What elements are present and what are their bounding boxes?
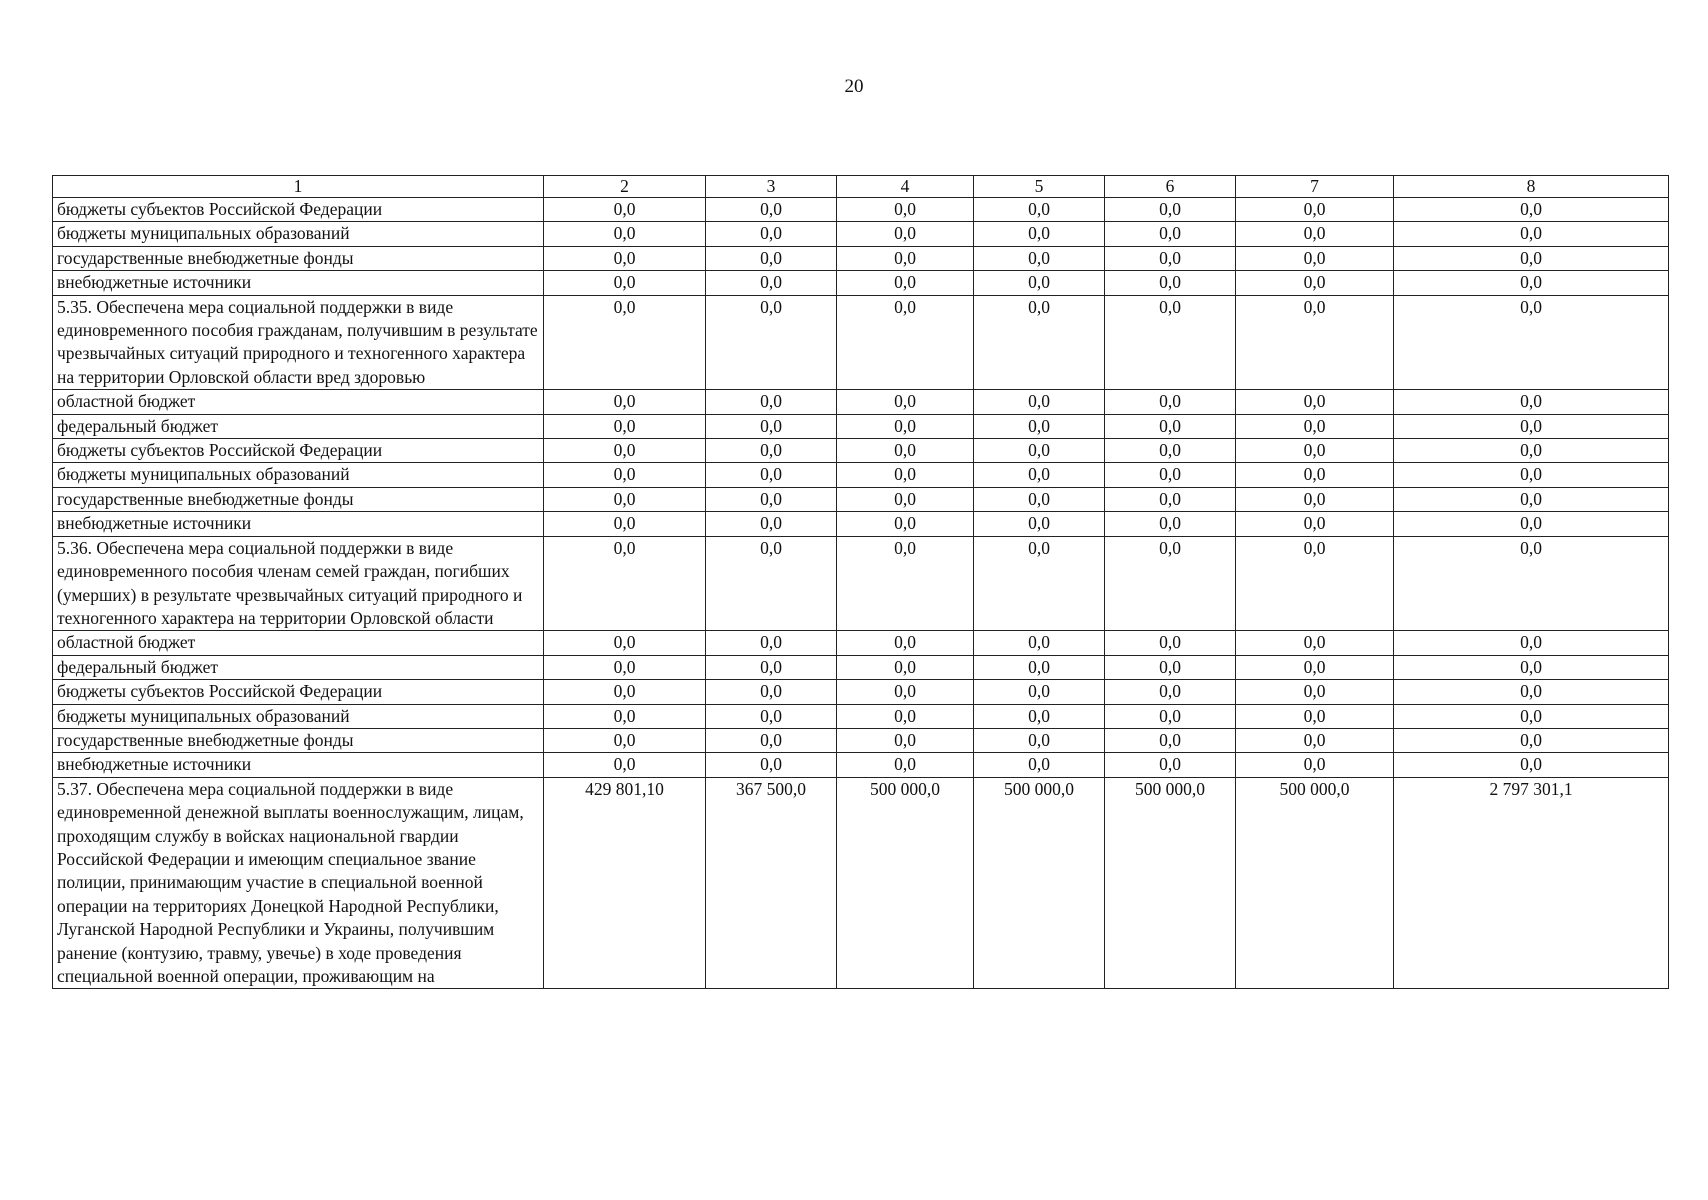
value-cell: 0,0	[837, 728, 974, 752]
value-cell: 0,0	[974, 680, 1105, 704]
value-cell: 0,0	[1394, 631, 1669, 655]
value-cell: 0,0	[837, 512, 974, 536]
table-row-subrow	[53, 414, 1669, 438]
value-cell: 0,0	[974, 271, 1105, 295]
column-header: 3	[706, 176, 837, 198]
value-cell: 0,0	[1394, 512, 1669, 536]
value-cell: 0,0	[974, 728, 1105, 752]
value-cell: 0,0	[706, 753, 837, 777]
table-row-item	[53, 536, 1669, 631]
value-cell: 0,0	[1105, 414, 1236, 438]
value-cell: 0,0	[837, 414, 974, 438]
value-cell: 0,0	[1394, 295, 1669, 390]
row-label: бюджеты субъектов Российской Федерации	[53, 680, 544, 704]
value-cell: 0,0	[1105, 704, 1236, 728]
value-cell: 0,0	[837, 246, 974, 270]
column-header: 1	[53, 176, 544, 198]
value-cell: 0,0	[974, 222, 1105, 246]
table-row-subrow	[53, 246, 1669, 270]
value-cell: 0,0	[706, 463, 837, 487]
value-cell: 0,0	[974, 414, 1105, 438]
value-cell: 0,0	[706, 295, 837, 390]
value-cell: 0,0	[1105, 439, 1236, 463]
row-label: государственные внебюджетные фонды	[53, 728, 544, 752]
value-cell: 0,0	[1105, 222, 1236, 246]
value-cell: 0,0	[837, 655, 974, 679]
value-cell: 500 000,0	[1105, 777, 1236, 989]
value-cell: 0,0	[1236, 463, 1394, 487]
value-cell: 0,0	[1236, 655, 1394, 679]
row-label: внебюджетные источники	[53, 512, 544, 536]
value-cell: 0,0	[1394, 728, 1669, 752]
value-cell: 0,0	[1105, 631, 1236, 655]
value-cell: 0,0	[1236, 439, 1394, 463]
value-cell: 0,0	[544, 704, 706, 728]
column-header: 4	[837, 176, 974, 198]
row-label: федеральный бюджет	[53, 414, 544, 438]
table-row-subrow	[53, 271, 1669, 295]
value-cell: 0,0	[544, 439, 706, 463]
value-cell: 0,0	[974, 439, 1105, 463]
value-cell: 0,0	[974, 295, 1105, 390]
table-row-subrow	[53, 463, 1669, 487]
value-cell: 0,0	[706, 655, 837, 679]
column-header: 7	[1236, 176, 1394, 198]
row-label: бюджеты муниципальных образований	[53, 222, 544, 246]
value-cell: 367 500,0	[706, 777, 837, 989]
value-cell: 0,0	[1236, 246, 1394, 270]
value-cell: 0,0	[1236, 222, 1394, 246]
value-cell: 0,0	[837, 439, 974, 463]
row-label: областной бюджет	[53, 390, 544, 414]
table-row-subrow	[53, 390, 1669, 414]
value-cell: 0,0	[1236, 271, 1394, 295]
table-row-subrow	[53, 487, 1669, 511]
value-cell: 0,0	[1394, 655, 1669, 679]
value-cell: 0,0	[706, 704, 837, 728]
table-body	[53, 176, 1669, 989]
row-label: 5.35. Обеспечена мера социальной поддержки в виде единовременного пособия гражданам, получившим в результате чрезвычайных ситуаций природного и техногенного характера на территории Орловской области вред здоровью	[53, 295, 544, 390]
value-cell: 0,0	[1236, 295, 1394, 390]
value-cell: 0,0	[1105, 271, 1236, 295]
value-cell: 0,0	[706, 512, 837, 536]
value-cell: 0,0	[1236, 728, 1394, 752]
value-cell: 0,0	[1394, 414, 1669, 438]
value-cell: 0,0	[1236, 414, 1394, 438]
value-cell: 0,0	[1394, 198, 1669, 222]
budget-table	[52, 175, 1669, 989]
table-row-subrow	[53, 753, 1669, 777]
value-cell: 0,0	[1105, 487, 1236, 511]
value-cell: 0,0	[544, 246, 706, 270]
value-cell: 0,0	[706, 631, 837, 655]
value-cell: 0,0	[837, 390, 974, 414]
value-cell: 0,0	[1394, 704, 1669, 728]
value-cell: 0,0	[1236, 631, 1394, 655]
value-cell: 0,0	[1394, 390, 1669, 414]
table-row-subrow	[53, 631, 1669, 655]
value-cell: 0,0	[1394, 536, 1669, 631]
value-cell: 0,0	[837, 536, 974, 631]
row-label: бюджеты субъектов Российской Федерации	[53, 198, 544, 222]
value-cell: 0,0	[544, 512, 706, 536]
row-label: внебюджетные источники	[53, 753, 544, 777]
value-cell: 0,0	[706, 414, 837, 438]
value-cell: 0,0	[837, 631, 974, 655]
value-cell: 0,0	[544, 728, 706, 752]
value-cell: 0,0	[1105, 512, 1236, 536]
value-cell: 0,0	[1394, 680, 1669, 704]
column-header: 8	[1394, 176, 1669, 198]
value-cell: 0,0	[544, 295, 706, 390]
value-cell: 0,0	[1105, 680, 1236, 704]
value-cell: 500 000,0	[1236, 777, 1394, 989]
value-cell: 0,0	[544, 680, 706, 704]
row-label: 5.37. Обеспечена мера социальной поддержки в виде единовременной денежной выплаты военнослужащим, лицам, проходящим службу в войсках национальной гвардии Российской Федерации и имеющим специальное звание полиции, принимающим участие в специальной военной операции на территориях Донецкой Народной Республики, Луганской Народной Республики и Украины, получившим ранение (контузию, травму, увечье) в ходе проведения специальной военной операции, проживающим на	[53, 777, 544, 989]
value-cell: 0,0	[1394, 487, 1669, 511]
row-label: федеральный бюджет	[53, 655, 544, 679]
value-cell: 0,0	[1394, 463, 1669, 487]
value-cell: 0,0	[706, 728, 837, 752]
value-cell: 0,0	[1236, 487, 1394, 511]
value-cell: 0,0	[706, 680, 837, 704]
value-cell: 0,0	[1394, 246, 1669, 270]
value-cell: 0,0	[706, 271, 837, 295]
value-cell: 0,0	[974, 753, 1105, 777]
row-label: государственные внебюджетные фонды	[53, 246, 544, 270]
value-cell: 0,0	[837, 463, 974, 487]
value-cell: 0,0	[1105, 198, 1236, 222]
page-number: 20	[844, 76, 864, 97]
value-cell: 0,0	[1236, 753, 1394, 777]
column-header: 5	[974, 176, 1105, 198]
value-cell: 429 801,10	[544, 777, 706, 989]
value-cell: 0,0	[1236, 512, 1394, 536]
value-cell: 2 797 301,1	[1394, 777, 1669, 989]
row-label: бюджеты муниципальных образований	[53, 463, 544, 487]
value-cell: 0,0	[1105, 463, 1236, 487]
value-cell: 0,0	[706, 246, 837, 270]
row-label: областной бюджет	[53, 631, 544, 655]
value-cell: 0,0	[837, 222, 974, 246]
value-cell: 0,0	[1394, 439, 1669, 463]
value-cell: 0,0	[837, 680, 974, 704]
value-cell: 0,0	[837, 295, 974, 390]
column-header-row	[53, 176, 1669, 198]
value-cell: 0,0	[544, 655, 706, 679]
row-label: внебюджетные источники	[53, 271, 544, 295]
value-cell: 0,0	[974, 655, 1105, 679]
value-cell: 0,0	[544, 631, 706, 655]
table-row-subrow	[53, 512, 1669, 536]
value-cell: 0,0	[1105, 390, 1236, 414]
value-cell: 0,0	[1236, 390, 1394, 414]
value-cell: 0,0	[1105, 753, 1236, 777]
value-cell: 0,0	[544, 198, 706, 222]
value-cell: 0,0	[1236, 680, 1394, 704]
row-label: бюджеты муниципальных образований	[53, 704, 544, 728]
value-cell: 0,0	[837, 704, 974, 728]
value-cell: 0,0	[1105, 246, 1236, 270]
value-cell: 0,0	[544, 463, 706, 487]
value-cell: 0,0	[706, 222, 837, 246]
value-cell: 0,0	[544, 390, 706, 414]
column-header: 6	[1105, 176, 1236, 198]
value-cell: 0,0	[837, 753, 974, 777]
value-cell: 500 000,0	[837, 777, 974, 989]
value-cell: 500 000,0	[974, 777, 1105, 989]
table-row-item	[53, 295, 1669, 390]
table-row-subrow	[53, 655, 1669, 679]
value-cell: 0,0	[1105, 536, 1236, 631]
value-cell: 0,0	[544, 222, 706, 246]
value-cell: 0,0	[837, 198, 974, 222]
value-cell: 0,0	[706, 439, 837, 463]
value-cell: 0,0	[837, 487, 974, 511]
value-cell: 0,0	[1394, 271, 1669, 295]
value-cell: 0,0	[974, 536, 1105, 631]
table-row-subrow	[53, 198, 1669, 222]
value-cell: 0,0	[1105, 728, 1236, 752]
row-label: бюджеты субъектов Российской Федерации	[53, 439, 544, 463]
value-cell: 0,0	[544, 414, 706, 438]
value-cell: 0,0	[974, 631, 1105, 655]
value-cell: 0,0	[974, 198, 1105, 222]
value-cell: 0,0	[1105, 655, 1236, 679]
value-cell: 0,0	[1105, 295, 1236, 390]
value-cell: 0,0	[974, 246, 1105, 270]
column-header: 2	[544, 176, 706, 198]
value-cell: 0,0	[974, 390, 1105, 414]
value-cell: 0,0	[1236, 198, 1394, 222]
value-cell: 0,0	[544, 753, 706, 777]
value-cell: 0,0	[706, 487, 837, 511]
value-cell: 0,0	[1236, 704, 1394, 728]
row-label: 5.36. Обеспечена мера социальной поддержки в виде единовременного пособия членам семей граждан, погибших (умерших) в результате чрезвычайных ситуаций природного и техногенного характера на территории Орловской области	[53, 536, 544, 631]
table-row-subrow	[53, 222, 1669, 246]
value-cell: 0,0	[837, 271, 974, 295]
value-cell: 0,0	[544, 271, 706, 295]
value-cell: 0,0	[974, 487, 1105, 511]
table-row-subrow	[53, 439, 1669, 463]
value-cell: 0,0	[706, 536, 837, 631]
value-cell: 0,0	[544, 487, 706, 511]
value-cell: 0,0	[706, 390, 837, 414]
value-cell: 0,0	[974, 704, 1105, 728]
row-label: государственные внебюджетные фонды	[53, 487, 544, 511]
value-cell: 0,0	[706, 198, 837, 222]
table-row-item	[53, 777, 1669, 989]
value-cell: 0,0	[974, 463, 1105, 487]
value-cell: 0,0	[974, 512, 1105, 536]
value-cell: 0,0	[1236, 536, 1394, 631]
value-cell: 0,0	[1394, 753, 1669, 777]
value-cell: 0,0	[544, 536, 706, 631]
value-cell: 0,0	[1394, 222, 1669, 246]
table-row-subrow	[53, 728, 1669, 752]
table-row-subrow	[53, 680, 1669, 704]
table-row-subrow	[53, 704, 1669, 728]
